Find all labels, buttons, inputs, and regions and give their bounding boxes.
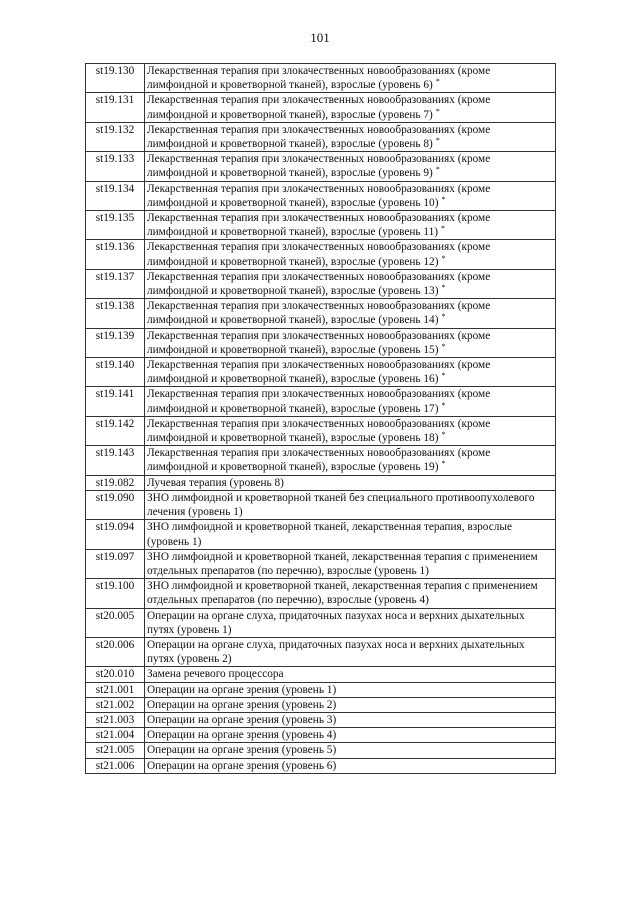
row-name: Лекарственная терапия при злокачественных новообразованиях (кроме лимфоидной и кроветворной тканей), взрослые (уровень 10) [147, 182, 491, 209]
row-code: st21.002 [86, 697, 145, 712]
row-name: Лекарственная терапия при злокачественных новообразованиях (кроме лимфоидной и кроветворной тканей), взрослые (уровень 19) [147, 447, 491, 474]
row-name-cell [145, 579, 556, 608]
page-number: 101 [310, 30, 330, 45]
row-name-cell [145, 416, 556, 445]
table-row [86, 743, 556, 758]
table-row [86, 549, 556, 578]
table-row [86, 446, 556, 475]
table-row [86, 758, 556, 773]
table-row [86, 181, 556, 210]
table-row [86, 211, 556, 240]
table-row [86, 269, 556, 298]
table-row [86, 520, 556, 549]
row-name: Операции на органе зрения (уровень 2) [147, 698, 337, 711]
table-row [86, 64, 556, 93]
row-name-cell [145, 328, 556, 357]
row-name: Лекарственная терапия при злокачественных новообразованиях (кроме лимфоидной и кроветворной тканей), взрослые (уровень 17) [147, 388, 491, 415]
row-name-cell [145, 299, 556, 328]
row-code: st21.003 [86, 712, 145, 727]
row-code: st21.004 [86, 728, 145, 743]
table-row [86, 697, 556, 712]
row-name: Лекарственная терапия при злокачественных новообразованиях (кроме лимфоидной и кроветворной тканей), взрослые (уровень 8) [147, 123, 491, 151]
row-name-cell [145, 728, 556, 743]
ksg-table [85, 63, 556, 774]
row-name: Лекарственная терапия при злокачественных новообразованиях (кроме лимфоидной и кроветворной тканей), взрослые (уровень 13) [147, 270, 491, 298]
row-code: st21.006 [86, 758, 145, 773]
row-code: st19.090 [86, 490, 145, 519]
footnote-mark: * [441, 400, 446, 410]
row-code: st21.001 [86, 682, 145, 697]
footnote-mark: * [441, 253, 446, 263]
row-name-cell [145, 181, 556, 210]
row-name-cell [145, 122, 556, 151]
row-name-cell [145, 608, 556, 637]
row-name: Лекарственная терапия при злокачественных новообразованиях (кроме лимфоидной и кроветворной тканей), взрослые (уровень 7) [147, 94, 491, 121]
row-code: st19.100 [86, 579, 145, 608]
footnote-mark: * [441, 430, 446, 440]
row-name: ЗНО лимфоидной и кроветворной тканей, лекарственная терапия, взрослые (уровень 1) [147, 521, 512, 548]
row-name: Операции на органе слуха, придаточных пазухах носа и верхних дыхательных путях (уровень 2) [147, 638, 525, 666]
table-row [86, 93, 556, 122]
row-code: st19.136 [86, 240, 145, 269]
row-code: st19.135 [86, 211, 145, 240]
row-name: Лекарственная терапия при злокачественных новообразованиях (кроме лимфоидной и кроветворной тканей), взрослые (уровень 6) [147, 65, 491, 92]
row-code: st19.094 [86, 520, 145, 549]
row-name: ЗНО лимфоидной и кроветворной тканей, лекарственная терапия с применением отдельных препаратов (по перечню), взрослые (уровень 1) [147, 550, 538, 577]
row-code: st19.130 [86, 64, 145, 93]
table-row [86, 667, 556, 682]
table-row [86, 712, 556, 727]
row-name: Операции на органе слуха, придаточных пазухах носа и верхних дыхательных путях (уровень 1) [147, 609, 525, 636]
row-code: st20.010 [86, 667, 145, 682]
row-name-cell [145, 758, 556, 773]
table-row [86, 728, 556, 743]
table-row [86, 608, 556, 637]
row-code: st19.132 [86, 122, 145, 151]
row-name: Лекарственная терапия при злокачественных новообразованиях (кроме лимфоидной и кроветворной тканей), взрослые (уровень 15) [147, 329, 491, 356]
row-name: Операции на органе зрения (уровень 1) [147, 683, 337, 696]
row-name: Лекарственная терапия при злокачественных новообразованиях (кроме лимфоидной и кроветворной тканей), взрослые (уровень 14) [147, 300, 491, 327]
footnote-mark: * [441, 283, 446, 293]
row-name: Операции на органе зрения (уровень 6) [147, 759, 337, 772]
footnote-mark: * [435, 106, 440, 116]
footnote-mark: * [441, 459, 446, 469]
row-code: st19.131 [86, 93, 145, 122]
row-name: ЗНО лимфоидной и кроветворной тканей, лекарственная терапия с применением отдельных препаратов (по перечню), взрослые (уровень 4) [147, 580, 538, 607]
table-row [86, 240, 556, 269]
row-name: Лекарственная терапия при злокачественных новообразованиях (кроме лимфоидной и кроветворной тканей), взрослые (уровень 18) [147, 417, 491, 445]
row-name-cell [145, 667, 556, 682]
table-body [86, 64, 556, 774]
row-name-cell [145, 358, 556, 387]
row-name-cell [145, 743, 556, 758]
table-row [86, 358, 556, 387]
row-code: st19.140 [86, 358, 145, 387]
row-name-cell [145, 697, 556, 712]
row-name-cell [145, 637, 556, 666]
row-name: Операции на органе зрения (уровень 4) [147, 729, 337, 742]
table-row [86, 682, 556, 697]
row-code: st19.141 [86, 387, 145, 416]
footnote-mark: * [435, 165, 440, 175]
row-name-cell [145, 64, 556, 93]
table-row [86, 490, 556, 519]
row-name-cell [145, 93, 556, 122]
row-name-cell [145, 211, 556, 240]
table-row [86, 122, 556, 151]
row-name-cell [145, 712, 556, 727]
row-name-cell [145, 387, 556, 416]
row-code: st19.142 [86, 416, 145, 445]
row-code: st19.082 [86, 475, 145, 490]
row-name: Замена речевого процессора [147, 668, 284, 681]
row-name-cell [145, 475, 556, 490]
row-name-cell [145, 520, 556, 549]
table-row [86, 475, 556, 490]
table-row [86, 387, 556, 416]
row-code: st19.097 [86, 549, 145, 578]
footnote-mark: * [441, 194, 446, 204]
row-name: Лучевая терапия (уровень 8) [147, 476, 284, 489]
table-row [86, 579, 556, 608]
footnote-mark: * [435, 77, 440, 87]
row-name-cell [145, 446, 556, 475]
row-name-cell [145, 549, 556, 578]
row-code: st19.138 [86, 299, 145, 328]
footnote-mark: * [435, 136, 440, 146]
row-name-cell [145, 490, 556, 519]
table-row [86, 637, 556, 666]
footnote-mark: * [441, 224, 446, 234]
row-code: st19.143 [86, 446, 145, 475]
table-row [86, 152, 556, 181]
table-row [86, 328, 556, 357]
row-name-cell [145, 682, 556, 697]
row-name-cell [145, 152, 556, 181]
row-name: Операции на органе зрения (уровень 3) [147, 713, 337, 726]
row-name: ЗНО лимфоидной и кроветворной тканей без специального противоопухолевого лечения (уровень 1) [147, 491, 535, 519]
row-code: st19.139 [86, 328, 145, 357]
row-name: Лекарственная терапия при злокачественных новообразованиях (кроме лимфоидной и кроветворной тканей), взрослые (уровень 16) [147, 359, 491, 386]
table-row [86, 416, 556, 445]
row-name: Лекарственная терапия при злокачественных новообразованиях (кроме лимфоидной и кроветворной тканей), взрослые (уровень 9) [147, 153, 491, 180]
table-row [86, 299, 556, 328]
row-code: st21.005 [86, 743, 145, 758]
row-code: st19.133 [86, 152, 145, 181]
footnote-mark: * [441, 341, 446, 351]
row-code: st20.006 [86, 637, 145, 666]
row-name: Лекарственная терапия при злокачественных новообразованиях (кроме лимфоидной и кроветворной тканей), взрослые (уровень 11) [147, 212, 491, 239]
footnote-mark: * [441, 312, 446, 322]
row-code: st19.137 [86, 269, 145, 298]
footnote-mark: * [441, 371, 446, 381]
row-name: Операции на органе зрения (уровень 5) [147, 744, 337, 757]
row-name-cell [145, 269, 556, 298]
row-name: Лекарственная терапия при злокачественных новообразованиях (кроме лимфоидной и кроветворной тканей), взрослые (уровень 12) [147, 241, 491, 268]
row-code: st19.134 [86, 181, 145, 210]
row-name-cell [145, 240, 556, 269]
row-code: st20.005 [86, 608, 145, 637]
